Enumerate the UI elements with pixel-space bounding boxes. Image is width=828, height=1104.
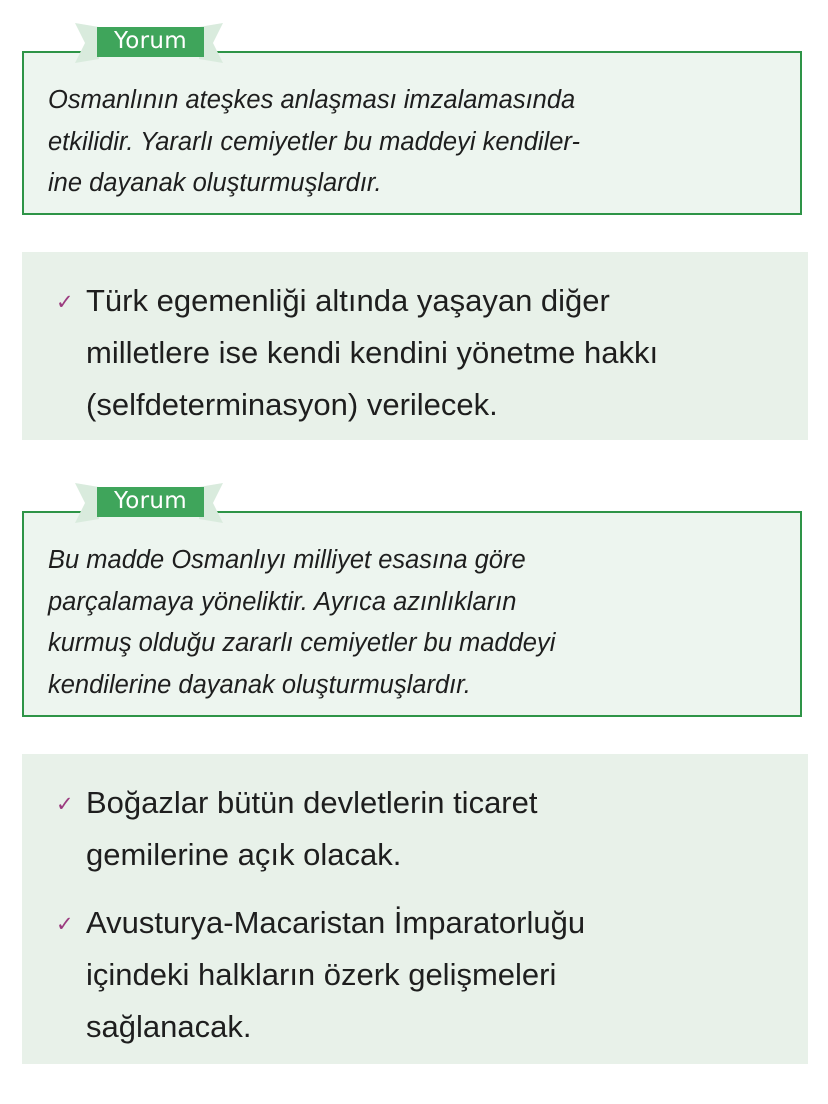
text-line: ine dayanak oluşturmuşlardır. xyxy=(48,169,382,197)
yorum-tag xyxy=(61,475,237,527)
list-item-text xyxy=(86,777,537,881)
yorum-text xyxy=(48,80,580,205)
text-line: kurmuş olduğu zararlı cemiyetler bu maddeyi xyxy=(48,629,556,657)
text-line: içindeki halkların özerk gelişmeleri xyxy=(86,957,557,992)
yorum-text xyxy=(48,540,555,706)
text-line: kendilerine dayanak oluşturmuşlardır. xyxy=(48,670,471,699)
checkmark-icon: ✓ xyxy=(56,290,74,314)
text-line: sağlanacak. xyxy=(86,1009,252,1044)
yorum-label: Yorum xyxy=(113,488,187,514)
list-item-text xyxy=(86,897,585,1053)
yorum-box-1 xyxy=(22,28,802,215)
checklist-panel-1 xyxy=(22,252,808,440)
text-line: Avusturya-Macaristan İmparatorluğu xyxy=(86,905,586,940)
checkmark-icon: ✓ xyxy=(56,912,74,936)
text-line: etkilidir. Yararlı cemiyetler bu maddeyi kendiler- xyxy=(48,127,580,156)
list-item-text xyxy=(86,275,658,431)
text-line: Türk egemenliği altında yaşayan diğer xyxy=(86,283,610,318)
checklist-panel-2 xyxy=(22,754,808,1064)
text-line: gemilerine açık olacak. xyxy=(86,837,402,872)
yorum-tag xyxy=(61,15,237,67)
yorum-box-2 xyxy=(22,488,802,717)
text-line: milletlere ise kendi kendini yönetme hakkı xyxy=(86,335,659,370)
checkmark-icon: ✓ xyxy=(56,792,74,816)
text-line: Bu madde Osmanlıyı milliyet esasına göre xyxy=(48,546,526,574)
text-line: Boğazlar bütün devletlerin ticaret xyxy=(86,785,538,820)
text-line: parçalamaya yöneliktir. Ayrıca azınlıkların xyxy=(48,587,517,616)
yorum-label: Yorum xyxy=(113,28,187,54)
text-line: (selfdeterminasyon) verilecek. xyxy=(86,387,498,422)
text-line: Osmanlının ateşkes anlaşması imzalamasında xyxy=(48,86,576,114)
